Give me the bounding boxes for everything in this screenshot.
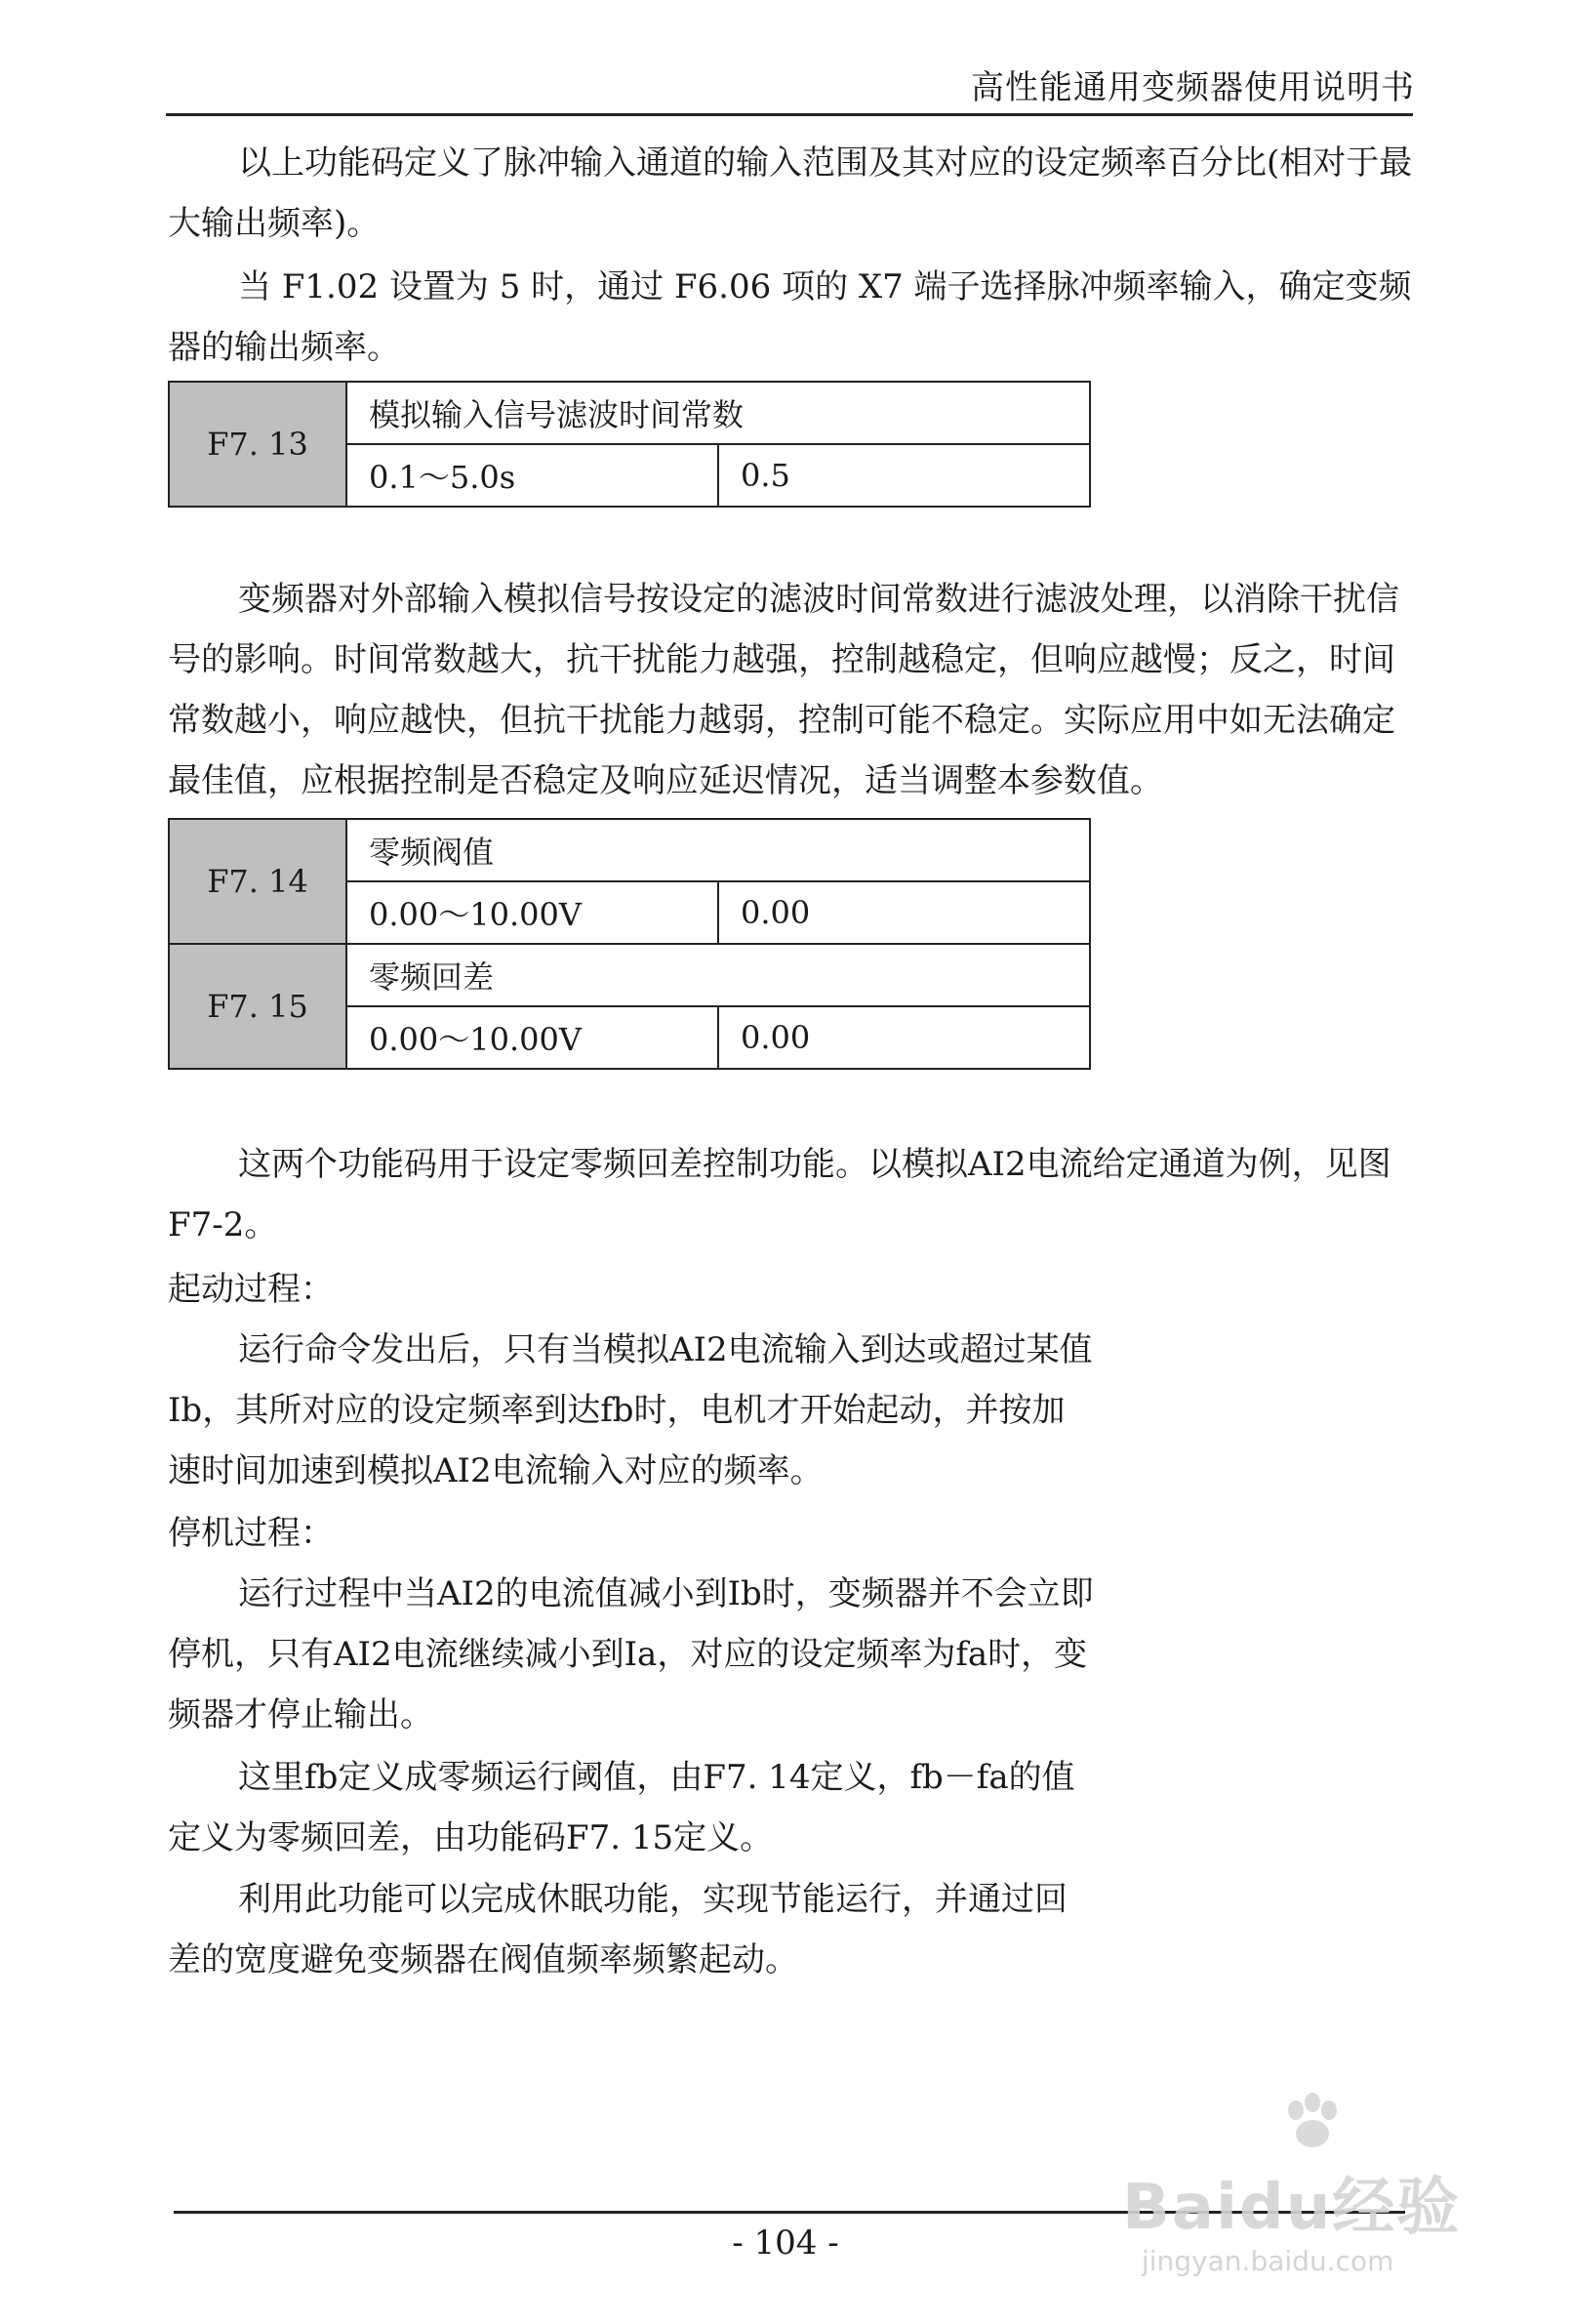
paragraph-threshold-definition: 这里fb定义成零频运行阈值，由F7. 14定义，fb－fa的值定义为零频回差，由功能码F7. 15定义。 <box>168 1758 1075 1857</box>
param-code: F7. 15 <box>169 944 346 1069</box>
paragraph-filter-description: 变频器对外部输入模拟信号按设定的滤波时间常数进行滤波处理，以消除干扰信号的影响。时间常数越大，抗干扰能力越强，控制越稳定，但响应越慢；反之，时间常数越小，响应越快，但抗干扰能力越弱，控制可能不稳定。实际应用中如无法确定最佳值，应根据控制是否稳定及响应延迟情况，适当调整本参数值。 <box>168 580 1399 800</box>
watermark-brand: Baidu经验 <box>1122 2172 1462 2244</box>
paragraph-pulse-range: 以上功能码定义了脉冲输入通道的输入范围及其对应的设定频率百分比(相对于最大输出频率)。 <box>168 143 1413 243</box>
table-row <box>169 819 1090 881</box>
heading-stop-process: 停机过程： <box>168 1514 334 1553</box>
param-range: 0.00～10.00V <box>346 1006 718 1069</box>
param-default: 0.00 <box>718 881 1090 944</box>
param-default: 0.00 <box>718 1006 1090 1069</box>
param-name: 模拟输入信号滤波时间常数 <box>346 382 1090 444</box>
paragraph-stop: 运行过程中当AI2的电流值减小到Ib时，变频器并不会立即停机，只有AI2电流继续减小到Ia，对应的设定频率为fa时，变频器才停止输出。 <box>168 1574 1094 1734</box>
paragraph-startup: 运行命令发出后，只有当模拟AI2电流输入到达或超过某值Ib，其所对应的设定频率到达fb时，电机才开始起动，并按加速时间加速到模拟AI2电流输入对应的频率。 <box>168 1330 1093 1490</box>
table-row <box>169 944 1090 1006</box>
param-name: 零频阀值 <box>346 819 1090 881</box>
paragraph-zero-freq-intro: 这两个功能码用于设定零频回差控制功能。以模拟AI2电流给定通道为例，见图F7-2。 <box>168 1145 1391 1244</box>
paragraph-sleep-function: 利用此功能可以完成休眠功能，实现节能运行，并通过回差的宽度避免变频器在阀值频率频繁起动。 <box>168 1880 1067 1979</box>
header-rule <box>166 113 1413 116</box>
param-code: F7. 13 <box>169 382 346 507</box>
param-default: 0.5 <box>718 444 1090 507</box>
param-table-f7-13 <box>168 381 1091 508</box>
param-table-f7-14-15 <box>168 818 1091 1070</box>
page-number: - 104 - <box>732 2223 839 2263</box>
watermark-url: jingyan.baidu.com <box>1142 2245 1394 2277</box>
paragraph-pulse-input: 当 F1.02 设置为 5 时，通过 F6.06 项的 X7 端子选择脉冲频率输入，确定变频器的输出频率。 <box>168 267 1412 367</box>
param-range: 0.1～5.0s <box>346 444 718 507</box>
param-name: 零频回差 <box>346 944 1090 1006</box>
paw-icon <box>1278 2089 1347 2157</box>
heading-startup-process: 起动过程： <box>168 1270 334 1309</box>
header-title: 高性能通用变频器使用说明书 <box>971 68 1415 107</box>
baidu-watermark <box>1122 2089 1493 2284</box>
param-code: F7. 14 <box>169 819 346 944</box>
table-row <box>169 382 1090 444</box>
param-range: 0.00～10.00V <box>346 881 718 944</box>
